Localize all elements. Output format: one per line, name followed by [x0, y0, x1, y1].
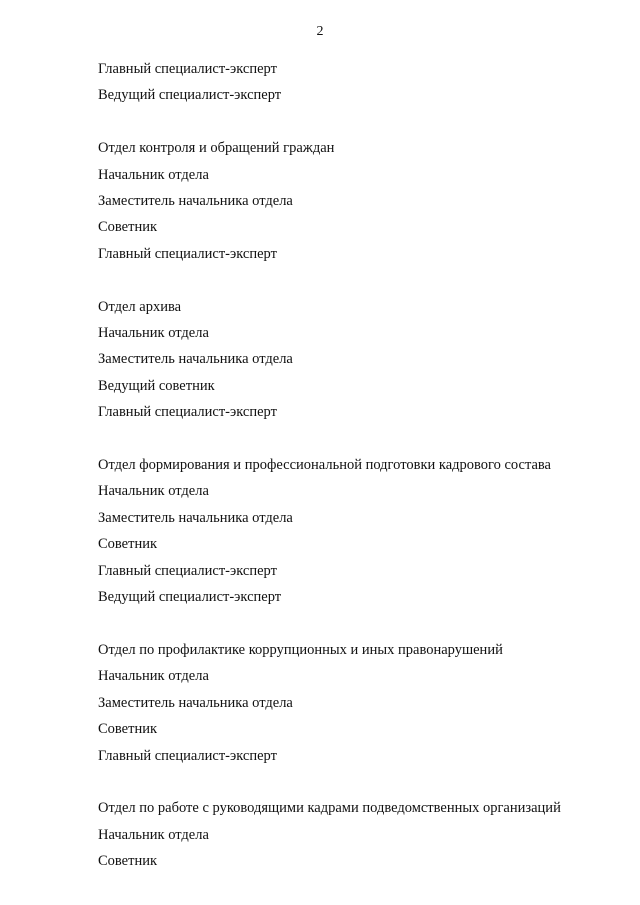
position-line: Начальник отдела [98, 668, 209, 685]
section-spacer [98, 267, 618, 293]
position-line: Советник [98, 721, 158, 738]
department-title: Отдел по работе с руководящими кадрами подведомственных организаций [98, 800, 561, 817]
section-spacer [98, 610, 618, 636]
department-title: Отдел контроля и обращений граждан [98, 140, 335, 157]
section-personnel-training-department [98, 452, 618, 610]
position-line: Советник [98, 536, 158, 553]
position-line: Заместитель начальника отдела [98, 509, 293, 526]
position-line: Главный специалист-эксперт [98, 245, 277, 262]
position-line: Начальник отдела [98, 325, 209, 342]
position-line: Главный специалист-эксперт [98, 562, 277, 579]
section-spacer [98, 769, 618, 795]
position-line: Начальник отдела [98, 483, 209, 500]
position-line: Начальник отдела [98, 826, 209, 843]
department-title: Отдел формирования и профессиональной подготовки кадрового состава [98, 457, 551, 474]
department-title: Отдел по профилактике коррупционных и иных правонарушений [98, 641, 503, 658]
position-line: Главный специалист-эксперт [98, 61, 277, 77]
section-executive-personnel-department [98, 795, 618, 874]
position-line: Ведущий советник [98, 377, 215, 394]
section-anti-corruption-department [98, 637, 618, 769]
document-body [98, 56, 618, 875]
page-number: 2 [316, 24, 324, 39]
section-spacer [98, 109, 618, 135]
section-control-department [98, 135, 618, 267]
position-line: Заместитель начальника отдела [98, 694, 293, 711]
section-continuation [98, 56, 618, 109]
position-line: Ведущий специалист-эксперт [98, 87, 282, 104]
department-title: Отдел архива [98, 298, 182, 315]
position-line: Заместитель начальника отдела [98, 351, 293, 368]
position-line: Советник [98, 219, 158, 236]
position-line: Главный специалист-эксперт [98, 404, 277, 421]
position-line: Начальник отдела [98, 166, 209, 183]
section-spacer [98, 426, 618, 452]
position-line: Ведущий специалист-эксперт [98, 589, 282, 606]
position-line: Заместитель начальника отдела [98, 193, 293, 210]
section-archive-department [98, 294, 618, 426]
position-line: Советник [98, 853, 158, 870]
position-line: Главный специалист-эксперт [98, 747, 277, 764]
